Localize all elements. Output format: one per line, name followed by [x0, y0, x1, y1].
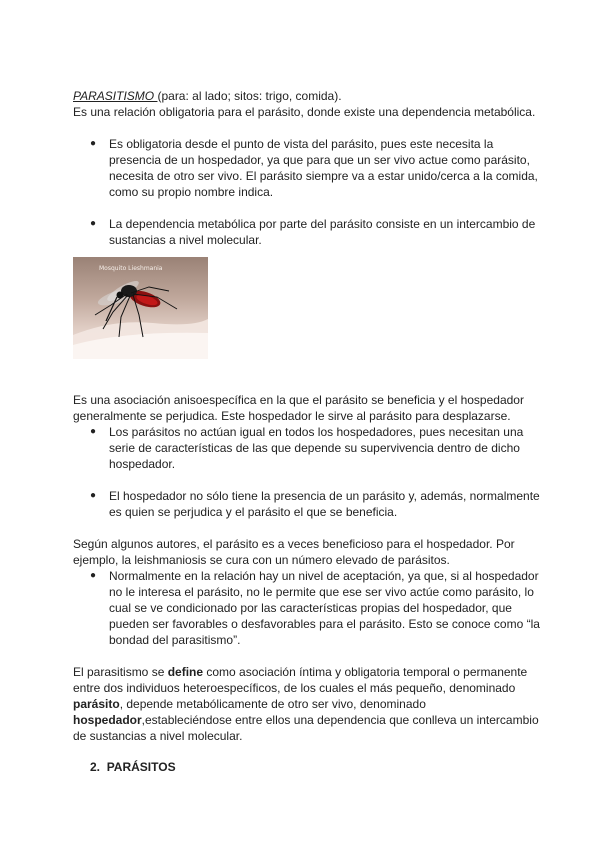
section-heading	[90, 760, 176, 774]
intro-line: Es una relación obligatoria para el parásito, donde existe una dependencia metabólica.	[73, 105, 536, 119]
bullet-icon: ●	[90, 490, 97, 501]
mosquito-image	[73, 257, 208, 359]
mosquito-illustration	[73, 257, 208, 359]
definition-paragraph: El parasitismo se define como asociación íntima y obligatoria temporal o permanente entre dos individuos heteroespecíficos, de los cuales el más pequeño, denominado parásito, depende metabólicamente de otro ser vivo, denominado hospedador,estableciéndose entre ellos una dependencia que conlleva un intercambio de sustancias a nivel molecular.	[73, 665, 539, 743]
bullet-icon: ●	[90, 426, 97, 437]
bold-term-parasito: parásito	[73, 697, 120, 711]
bold-term-define: define	[167, 665, 204, 679]
intro-paragraph	[73, 88, 543, 120]
bullet-list-3	[73, 568, 543, 648]
heading-number: 2.	[90, 760, 101, 774]
list-item: ● Los parásitos no actúan igual en todos los hospedadores, pues necesitan una serie de características de las que depende su supervivencia dentro de dicho hospedador.	[90, 425, 524, 471]
bullet-icon: ●	[90, 570, 97, 581]
bold-term-hospedador: hospedador	[73, 713, 142, 727]
list-item: ● Normalmente en la relación hay un nivel de aceptación, ya que, si al hospedador no le interesa el parásito, no le permite que ese ser vivo actúe como parásito, lo cual se ve condicionado por las características propias del hospedador, que pueden ser favorables o desfavorables para el parásito. Esto se conoce como “la bondad del parasitismo”.	[90, 569, 540, 647]
bullet-icon: ●	[90, 218, 97, 229]
bullet-list-2	[73, 424, 543, 520]
list-item: ● Es obligatoria desde el punto de vista del parásito, pues este necesita la presencia de un hospedador, ya que para que un ser vivo actue como parásito, necesita de otro ser vivo. El parásito siempre va a estar unido/cerca a la comida, como su propio nombre indica.	[90, 137, 538, 199]
etymology: (para: al lado; sitos: trigo, comida).	[157, 89, 342, 103]
image-caption: Mosquito Lieshmania	[99, 265, 163, 272]
list-item: ● La dependencia metabólica por parte del parásito consiste en un intercambio de sustancias a nivel molecular.	[90, 217, 536, 247]
bullet-icon: ●	[90, 138, 97, 149]
paragraph-2: Es una asociación anisoespecífica en la que el parásito se beneficia y el hospedador generalmente se perjudica. Este hospedador le sirve al parásito para desplazarse.	[73, 393, 524, 423]
paragraph-3: Según algunos autores, el parásito es a veces beneficioso para el hospedador. Por ejemplo, la leishmaniosis se cura con un número elevado de parásitos.	[73, 537, 515, 567]
list-item: ● El hospedador no sólo tiene la presencia de un parásito y, además, normalmente es quien se perjudica y el parásito el que se beneficia.	[90, 489, 540, 519]
heading-text: PARÁSITOS	[106, 760, 176, 774]
section-title: PARASITISMO	[73, 89, 158, 103]
bullet-list-1	[73, 136, 543, 248]
